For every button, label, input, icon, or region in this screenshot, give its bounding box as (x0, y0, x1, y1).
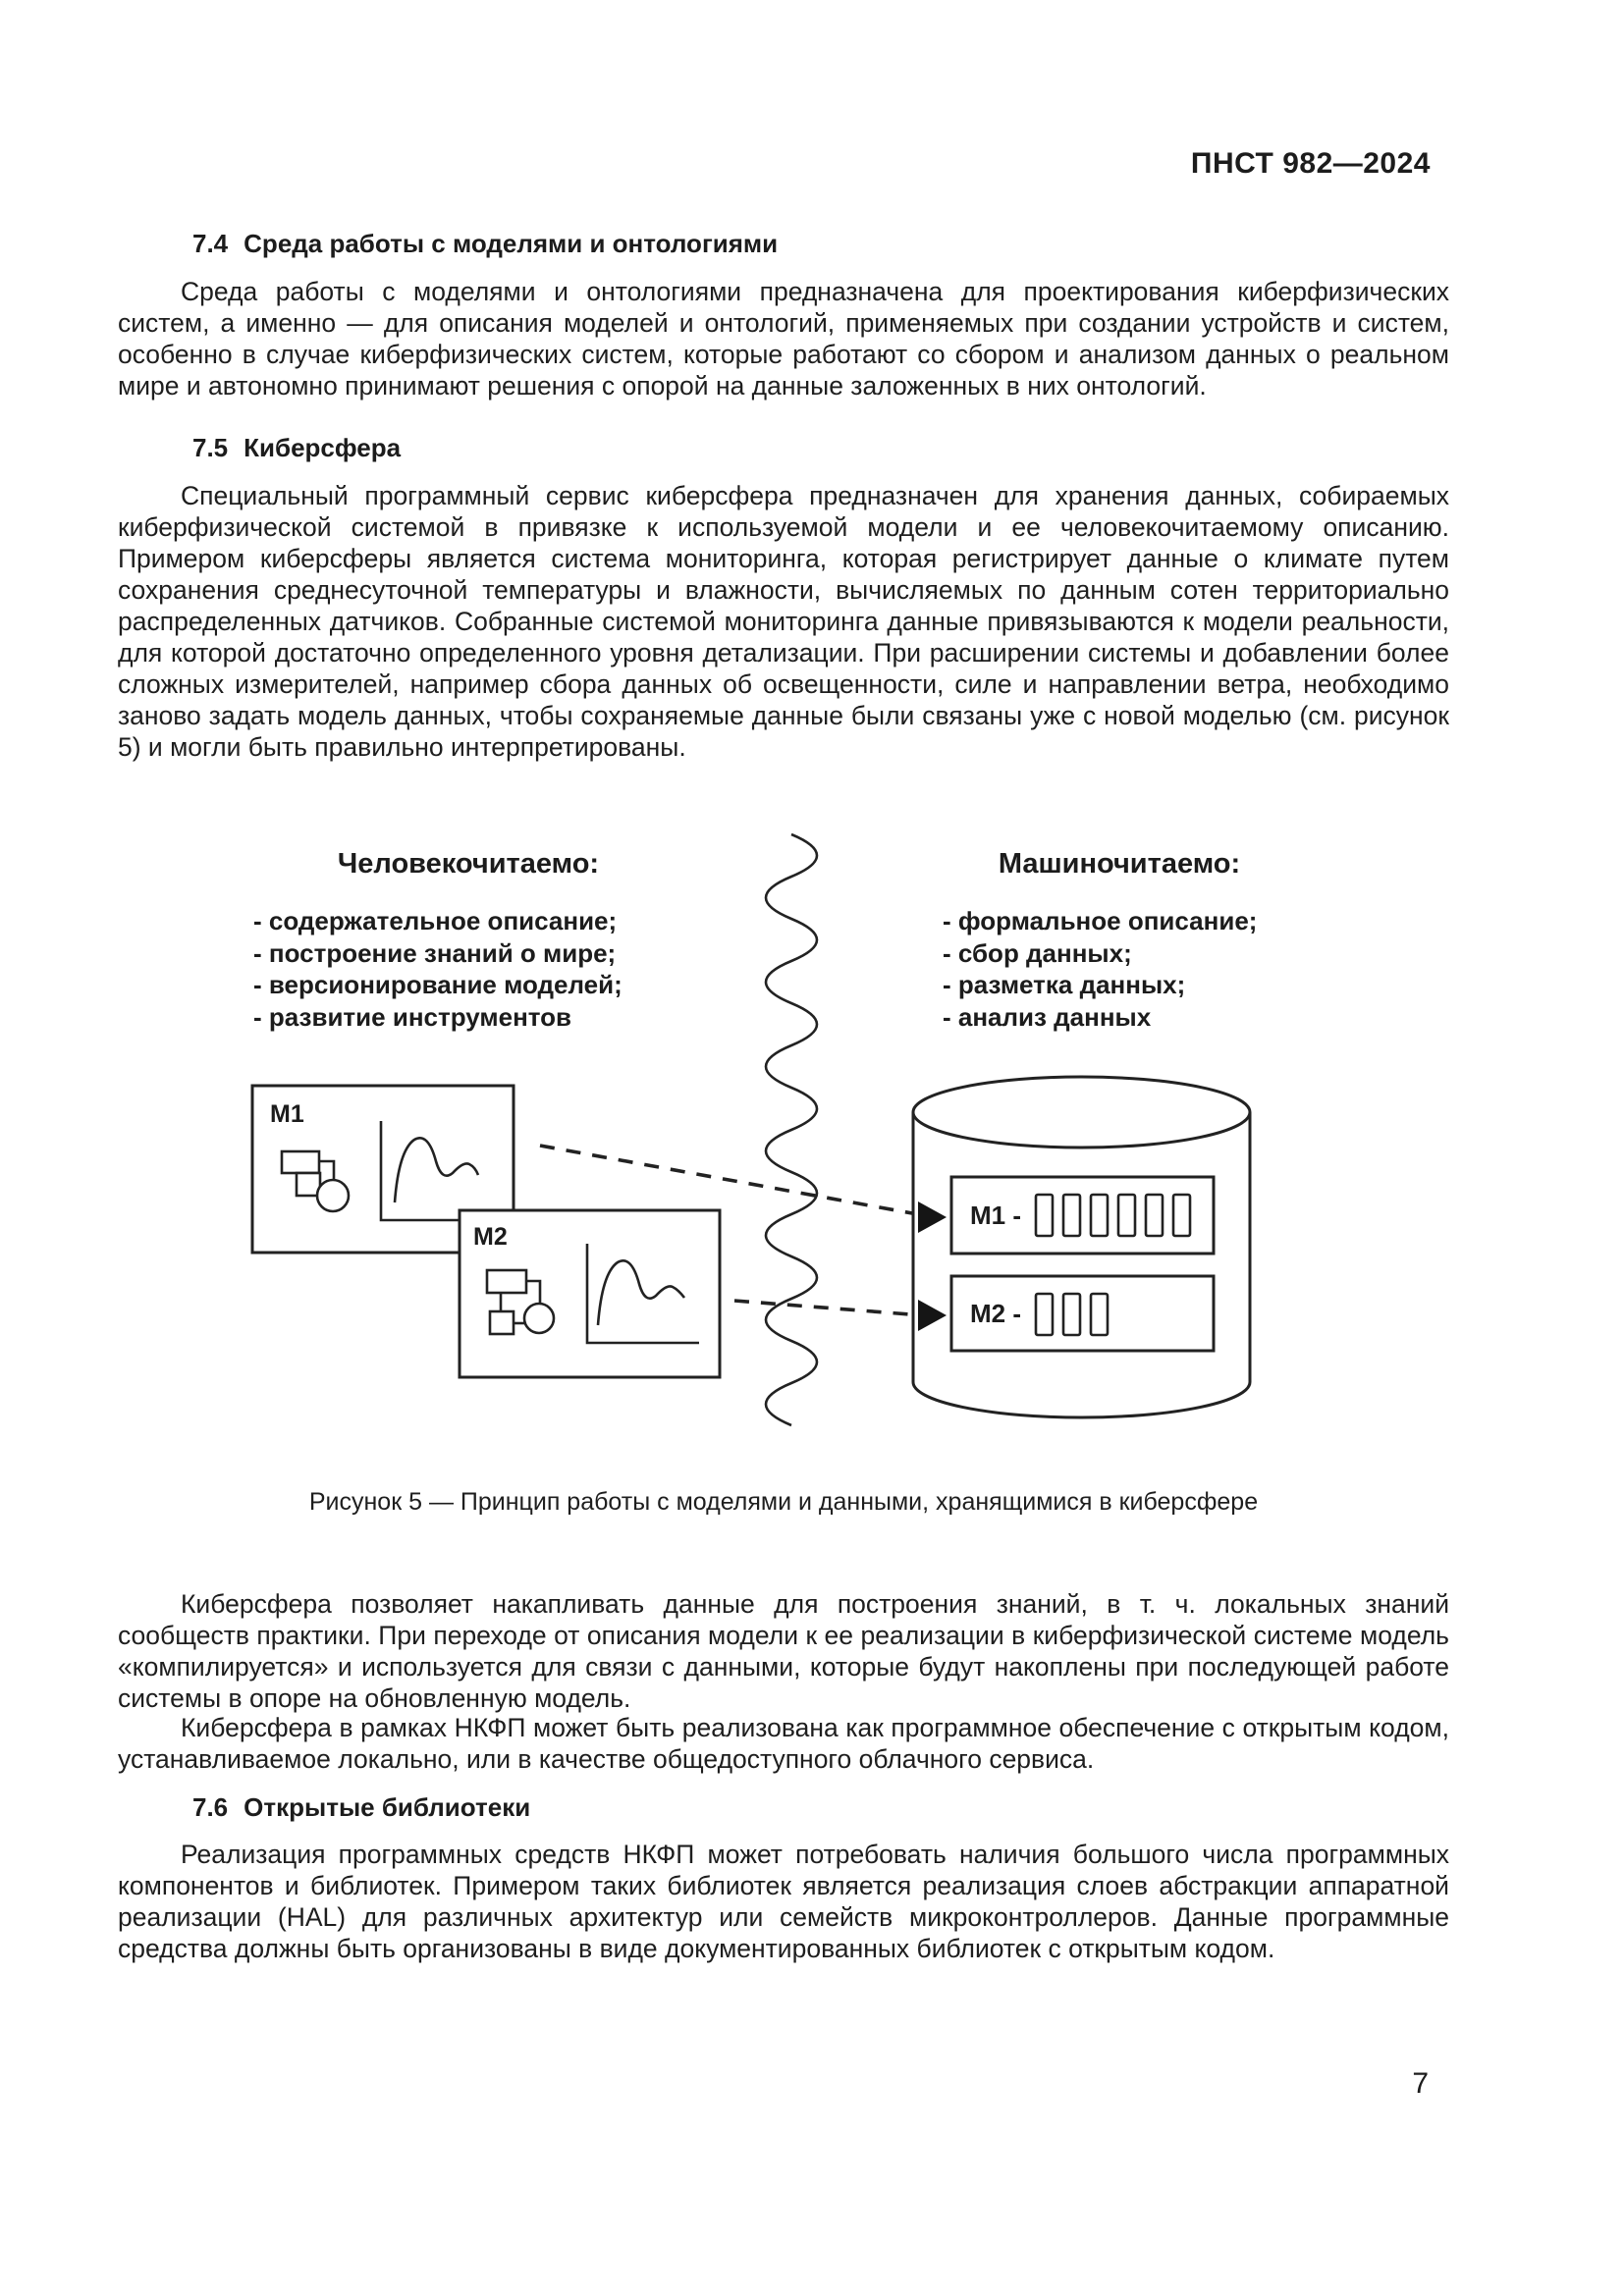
model-card-m1-label: M1 (270, 1100, 304, 1128)
section-7-6-heading (192, 1792, 1449, 1823)
data-slot (1146, 1195, 1163, 1236)
paragraph-7-6: Реализация программных средств НКФП может потребовать наличия большого числа программных компонентов и библиотек. Примером таких библиотек является реализация слоев абстракции аппаратной реализации (HAL) для различных архитектур или семейств микроконтроллеров. Данные программные средства должны быть организованы в виде документированных библиотек с открытым кодом. (118, 1840, 1449, 1963)
machine-item-3: - разметка данных; (943, 970, 1186, 999)
data-slot (1091, 1294, 1108, 1335)
model-card-m2 (460, 1210, 720, 1377)
human-item-2: - построение знаний о мире; (253, 938, 617, 968)
machine-item-1: - формальное описание; (943, 906, 1258, 935)
wavy-divider-line (766, 834, 817, 1425)
database-cylinder (913, 1077, 1250, 1417)
dashed-link-m2 (734, 1301, 923, 1315)
data-slot (1118, 1195, 1135, 1236)
page-number: 7 (1412, 2067, 1429, 2100)
data-slot (1091, 1195, 1108, 1236)
machine-column-title: Машиночитаемо: (998, 848, 1241, 880)
paragraph-7-5-knowledge: Киберсфера позволяет накапливать данные для построения знаний, в т. ч. локальных знаний сообществ практики. При переходе от описания модели к ее реализации в киберфизической системе модель «компилируется» и используется для связи с данными, которые будут накоплены при последующей работе системы в опоре на обновленную модель. (118, 1589, 1449, 1713)
section-7-4-heading (192, 229, 1449, 259)
machine-item-4: - анализ данных (943, 1002, 1152, 1032)
db-row-m2 (951, 1276, 1214, 1351)
paragraph-7-5-implementation: Киберсфера в рамках НКФП может быть реализована как программное обеспечение с открытым кодом, устанавливаемое локально, или в качестве общедоступного облачного сервиса. (118, 1713, 1449, 1774)
model-card-m2-label: M2 (473, 1223, 508, 1251)
db-row-m1 (951, 1177, 1214, 1254)
figure-5-diagram (0, 825, 1624, 1472)
machine-item-2: - сбор данных; (943, 938, 1132, 968)
data-slot (1036, 1294, 1053, 1335)
running-header: ПНСТ 982—2024 (1190, 147, 1431, 180)
human-item-4: - развитие инструментов (253, 1002, 572, 1032)
db-row-m1-label: M1 - (970, 1201, 1021, 1230)
human-column-title: Человекочитаемо: (337, 848, 600, 880)
section-number: 7.6 (192, 1792, 229, 1822)
section-title: Киберсфера (244, 433, 402, 462)
section-number: 7.4 (192, 229, 229, 258)
section-7-5-heading (192, 433, 1449, 463)
human-item-3: - версионирование моделей; (253, 970, 623, 999)
paragraph-7-5-intro: Специальный программный сервис киберсфера предназначен для хранения данных, собираемых киберфизической системой в привязке к используемой модели и ее человекочитаемому описанию. Примером киберсферы является система мониторинга, которая регистрирует данные о климате путем сохранения среднесуточной температуры и влажности, вычисляемых по данным сотен территориально распределенных датчиков. Собранные системой мониторинга данные привязываются к модели реальности, для которой достаточно определенного уровня детализации. При расширении системы и добавлении более сложных измерителей, например сбора данных об освещенности, силе и направлении ветра, необходимо заново задать модель данных, чтобы сохраняемые данные были связаны уже с новой моделью (см. рисунок 5) и могли быть правильно интерпретированы. (118, 481, 1449, 762)
dashed-link-m1 (540, 1146, 923, 1215)
figure-caption: Рисунок 5 — Принцип работы с моделями и данными, хранящимися в киберсфере (308, 1488, 1259, 1516)
data-slot (1036, 1195, 1053, 1236)
human-item-1: - содержательное описание; (253, 906, 618, 935)
paragraph-7-4: Среда работы с моделями и онтологиями предназначена для проектирования киберфизических систем, а именно — для описания моделей и онтологий, применяемых при создании устройств и систем, особенно в случае киберфизических систем, которые работают со сбором и анализом данных о реальном мире и автономно принимают решения с опорой на данные заложенных в них онтологий. (118, 277, 1449, 400)
data-slot (1063, 1195, 1080, 1236)
data-slot (1173, 1195, 1190, 1236)
data-slot (1063, 1294, 1080, 1335)
section-number: 7.5 (192, 433, 229, 462)
db-row-m2-label: M2 - (970, 1299, 1021, 1328)
section-title: Среда работы с моделями и онтологиями (244, 229, 779, 258)
section-title: Открытые библиотеки (244, 1792, 531, 1822)
